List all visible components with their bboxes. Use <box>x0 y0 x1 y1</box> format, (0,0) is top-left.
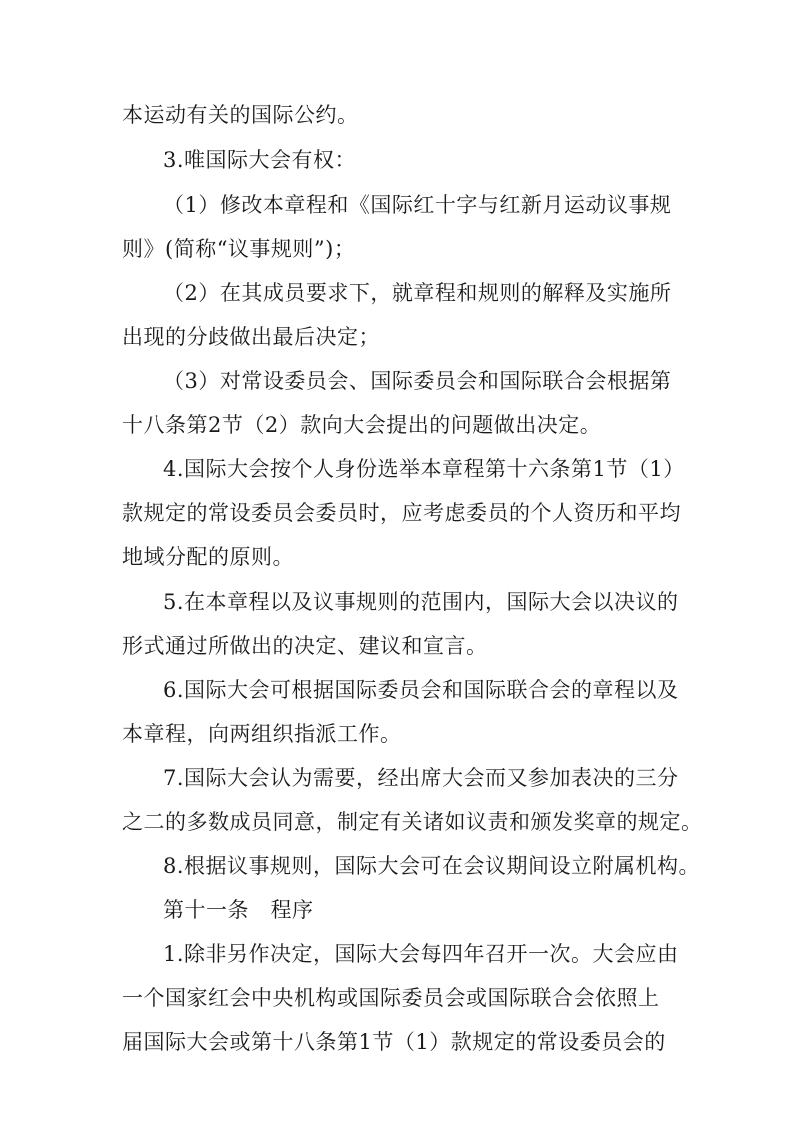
text-line: 形式通过所做出的决定、建议和宣言。 <box>122 634 488 658</box>
paragraph-start-line: 5.在本章程以及议事规则的范围内，国际大会以决议的 <box>163 590 679 614</box>
text-line: 一个国家红会中央机构或国际委员会或国际联合会依照上 <box>122 986 660 1010</box>
paragraph-start-line: 4.国际大会按个人身份选举本章程第十六条第1节（1） <box>163 457 685 481</box>
text-line: 款规定的常设委员会委员时，应考虑委员的个人资历和平均 <box>122 501 681 525</box>
text-line: 本章程，向两组织指派工作。 <box>122 722 402 746</box>
text-line: 届国际大会或第十八条第1节（1）款规定的常设委员会的 <box>122 1030 666 1054</box>
text-line: 十八条第2节（2）款向大会提出的问题做出决定。 <box>122 413 602 437</box>
paragraph-start-line: （1）修改本章程和《国际红十字与红新月运动议事规 <box>163 193 672 217</box>
text-line: 本运动有关的国际公约。 <box>122 103 359 127</box>
paragraph-start-line: 7.国际大会认为需要，经出席大会而又参加表决的三分 <box>163 766 679 790</box>
paragraph-start-line: （3）对常设委员会、国际委员会和国际联合会根据第 <box>163 369 672 393</box>
paragraph-start-line: 8.根据议事规则，国际大会可在会议期间设立附属机构。 <box>163 854 701 878</box>
article-heading: 第十一条 程序 <box>163 898 314 922</box>
paragraph-start-line: （2）在其成员要求下，就章程和规则的解释及实施所 <box>163 281 672 305</box>
text-line: 之二的多数成员同意，制定有关诸如议责和颁发奖章的规定。 <box>122 810 703 834</box>
text-line: 地域分配的原则。 <box>122 545 294 569</box>
paragraph-start-line: 3.唯国际大会有权： <box>163 148 357 172</box>
text-line: 则》(简称“议事规则”)； <box>122 237 356 261</box>
text-line: 出现的分歧做出最后决定； <box>122 325 380 349</box>
paragraph-start-line: 1.除非另作决定，国际大会每四年召开一次。大会应由 <box>163 942 679 966</box>
paragraph-start-line: 6.国际大会可根据国际委员会和国际联合会的章程以及 <box>163 678 679 702</box>
